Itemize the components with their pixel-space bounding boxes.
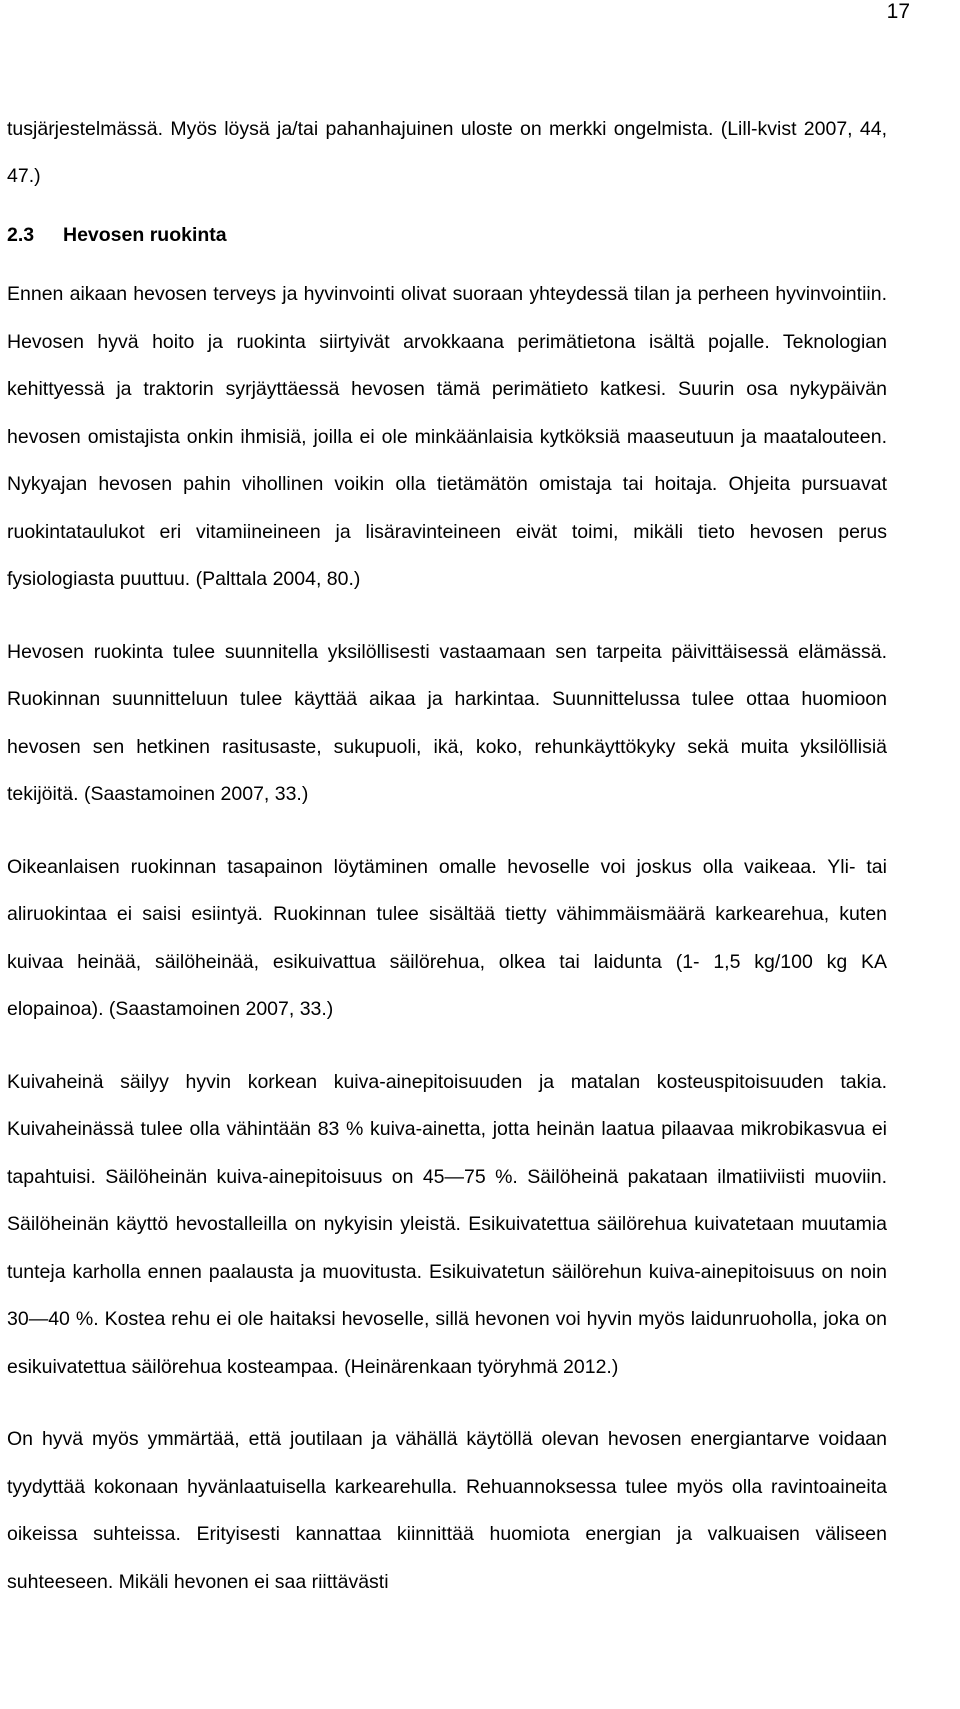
- paragraph-hay: Kuivaheinä säilyy hyvin korkean kuiva-ainepitoisuuden ja matalan kosteuspitoisuuden takia. Kuivaheinässä tulee olla vähintään 83 % kuiva-ainetta, jotta heinän laatua pilaavaa mikrobikasvua ei tapahtuisi. Säilöheinän kuiva-ainepitoisuus on 45—75 %. Säilöheinä pakataan ilmatiiviisti muoviin. Säilöheinän käyttö hevostalleilla on nykyisin yleistä. Esikuivatettua säilörehua kuivatetaan muutamia tunteja karholla ennen paalausta ja muovitusta. Esikuivatetun säilörehun kuiva-ainepitoisuus on noin 30—40 %. Kostea rehu ei ole haitaksi hevoselle, sillä hevonen voi hyvin myös laidunruoholla, joka on esikuivatettua säilörehua kosteampaa. (Heinärenkaan työryhmä 2012.): [7, 1070, 887, 1378]
- paragraph-planning: Hevosen ruokinta tulee suunnitella yksilöllisesti vastaamaan sen tarpeita päivittäisessä elämässä. Ruokinnan suunnitteluun tulee käyttää aikaa ja harkintaa. Suunnittelussa tulee ottaa huomioon hevosen sen hetkinen rasitusaste, sukupuoli, ikä, koko, rehunkäyttökyky sekä muita yksilöllisiä tekijöitä. (Saastamoinen 2007, 33.): [7, 640, 887, 805]
- paragraph-energy: On hyvä myös ymmärtää, että joutilaan ja vähällä käytöllä olevan hevosen energiantarve voidaan tyydyttää kokonaan hyvänlaatuisella karkearehulla. Rehuannoksessa tulee myös olla ravintoaineita oikeissa suhteissa. Erityisesti kannattaa kiinnittää huomiota energian ja valkuaisen väliseen suhteeseen. Mikäli hevonen ei saa riittävästi: [7, 1428, 887, 1593]
- paragraph-intro: tusjärjestelmässä. Myös löysä ja/tai pahanhajuinen uloste on merkki ongelmista. (Lill-kvist 2007, 44, 47.): [7, 118, 887, 187]
- section-number: 2.3: [7, 224, 35, 246]
- paragraph-history: Ennen aikaan hevosen terveys ja hyvinvointi olivat suoraan yhteydessä tilan ja perheen hyvinvointiin. Hevosen hyvä hoito ja ruokinta siirtyivät arvokkaana perimätietona isältä pojalle. Teknologian kehittyessä ja traktorin syrjäyttäessä hevosen tämä perimätieto katkesi. Suurin osa nykypäivän hevosen omistajista onkin ihmisiä, joilla ei ole minkäänlaisia kytköksiä maaseutuun ja maatalouteen. Nykyajan hevosen pahin vihollinen voikin olla tietämätön omistaja tai hoitaja. Ohjeita pursuavat ruokintataulukot eri vitamiineineen ja lisäravinteineen eivät toimi, mikäli tieto hevosen perus fysiologiasta puuttuu. (Palttala 2004, 80.): [7, 283, 887, 590]
- section-heading: [7, 212, 887, 259]
- page-number: 17: [886, 0, 910, 23]
- document-body: [7, 106, 887, 1606]
- paragraph-balance: Oikeanlaisen ruokinnan tasapainon löytäminen omalle hevoselle voi joskus olla vaikeaa. Yli- tai aliruokintaa ei saisi esiintyä. Ruokinnan tulee sisältää tietty vähimmäismäärä karkearehua, kuten kuivaa heinää, säilöheinää, esikuivattua säilörehua, olkea tai laidunta (1- 1,5 kg/100 kg KA elopainoa). (Saastamoinen 2007, 33.): [7, 855, 887, 1020]
- section-title: Hevosen ruokinta: [63, 224, 227, 246]
